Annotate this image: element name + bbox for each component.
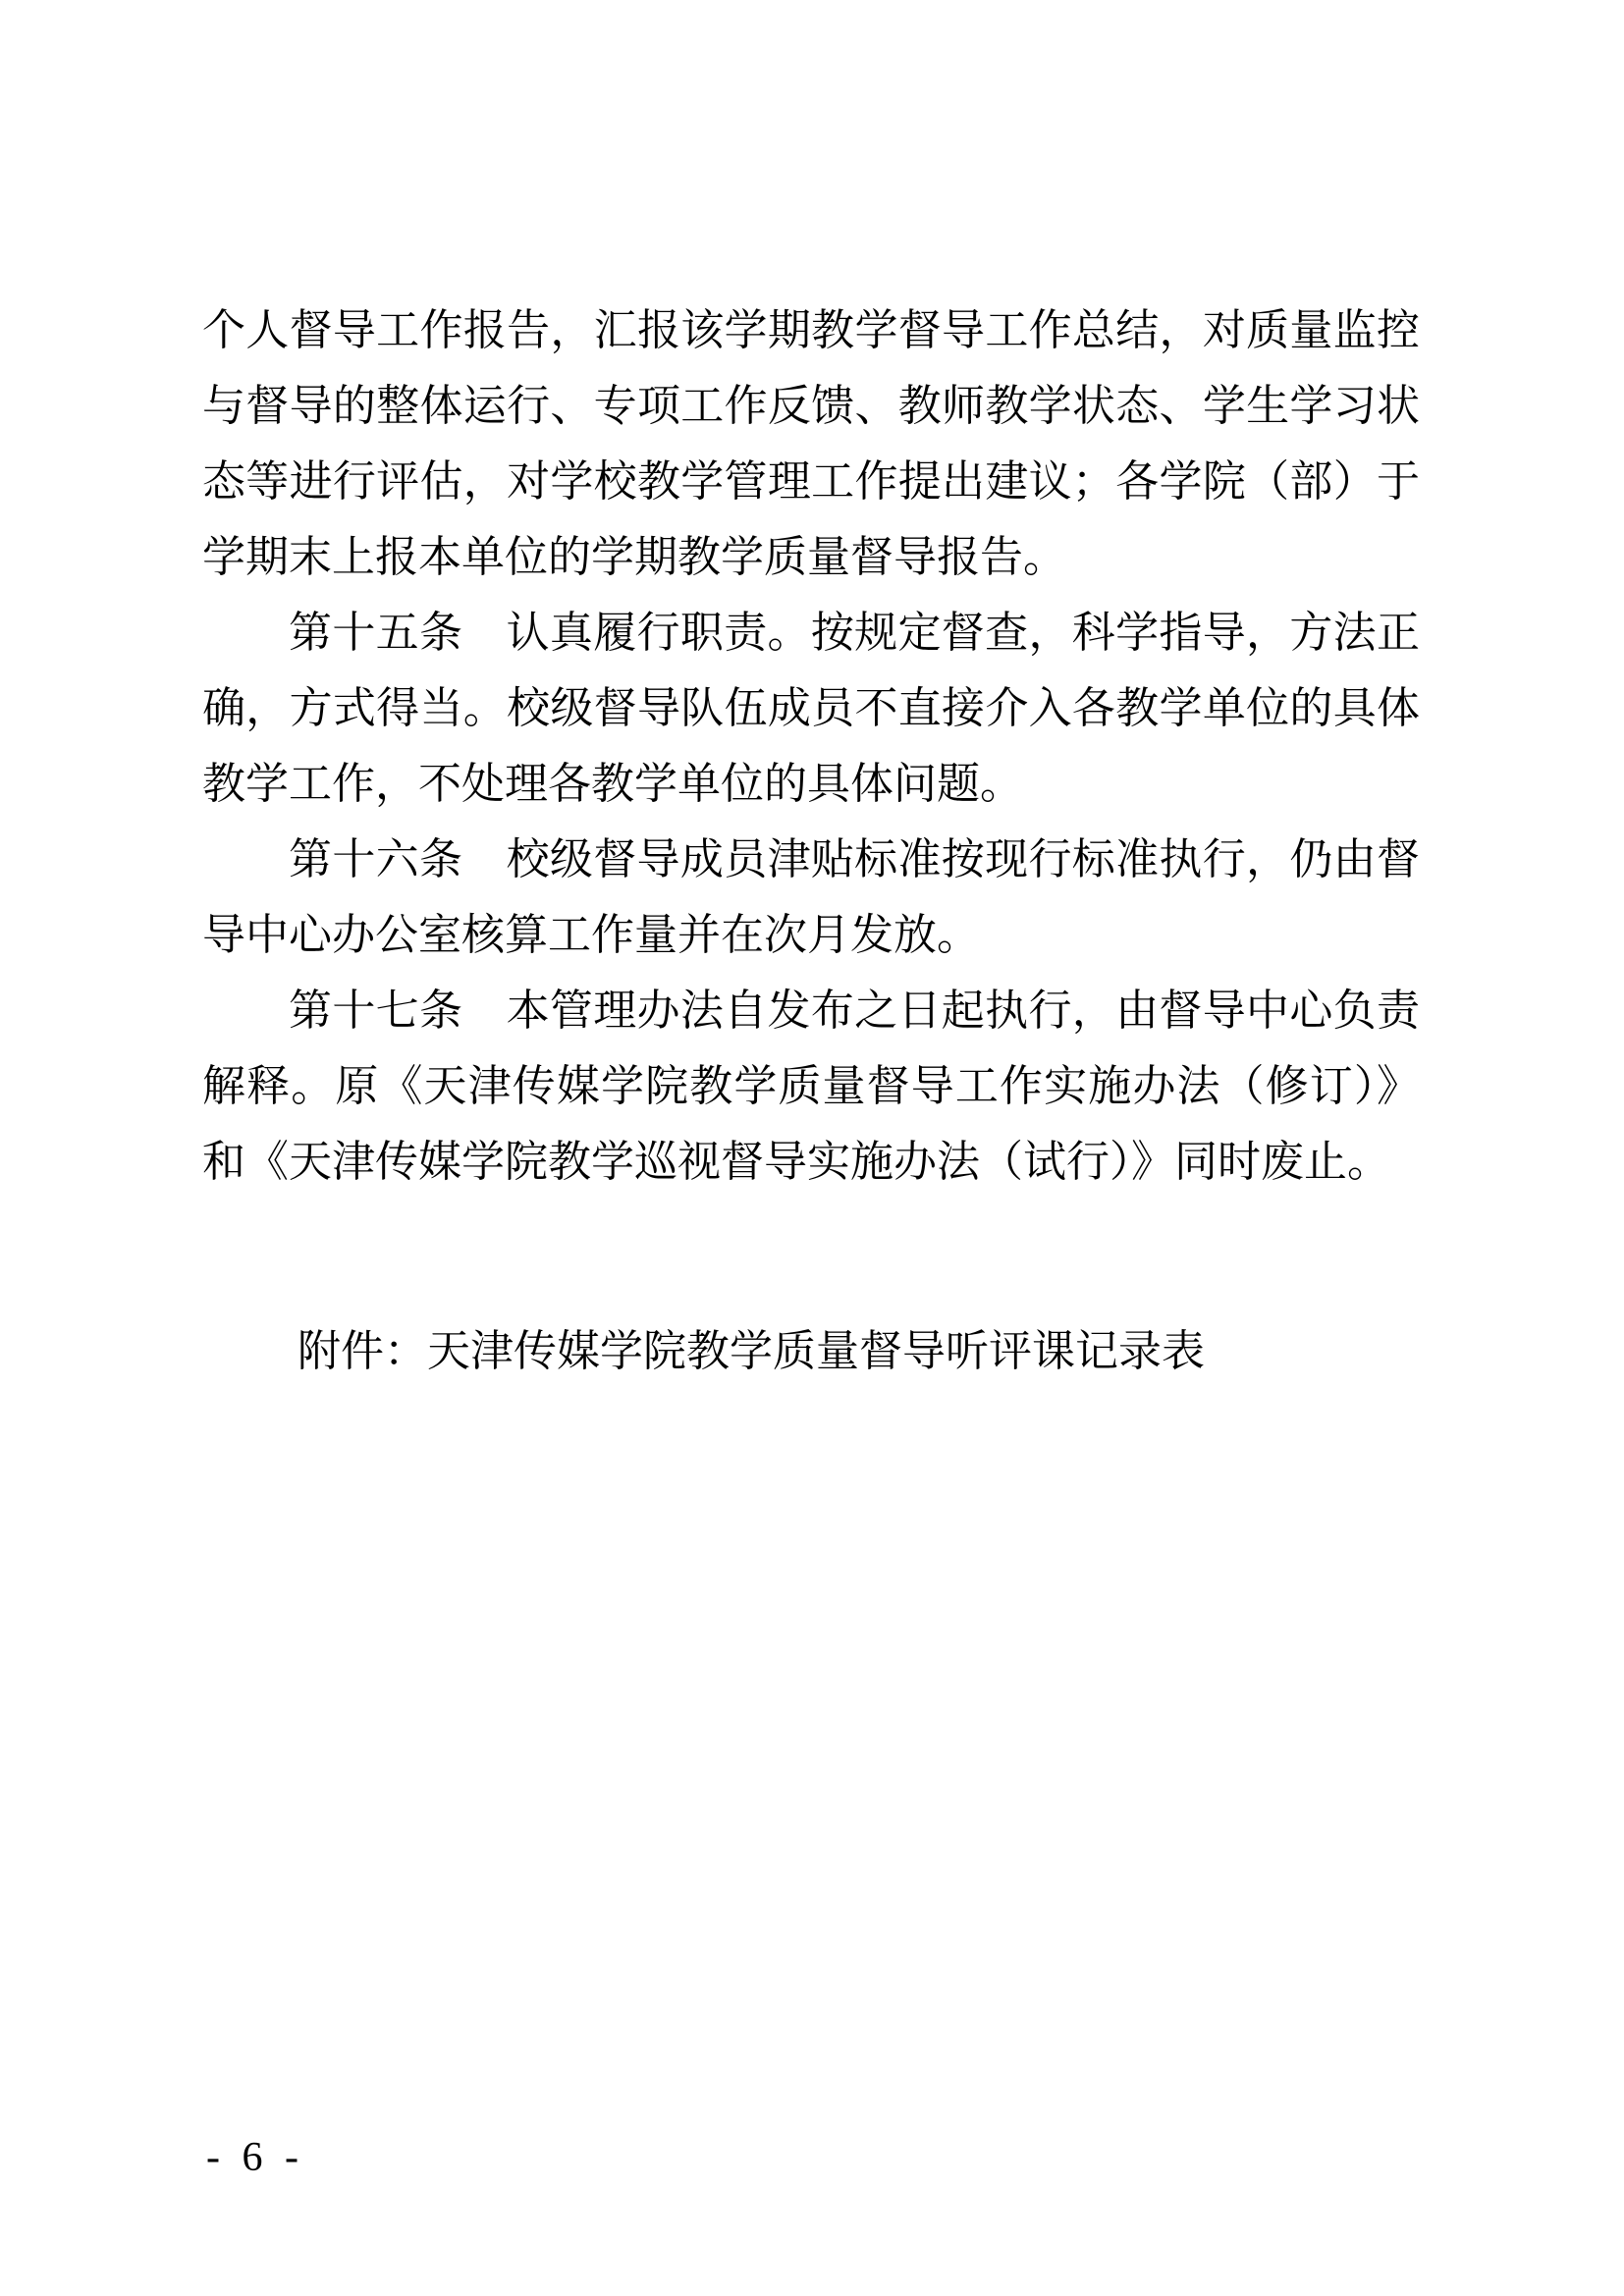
text-line: 与督导的整体运行、专项工作反馈、教师教学状态、学生学习状 (202, 382, 1420, 430)
document-body (202, 293, 1420, 1200)
text-line: 解释。原《天津传媒学院教学质量督导工作实施办法（修订）》 (202, 1062, 1420, 1110)
text-line: 确，方式得当。校级督导队伍成员不直接介入各教学单位的具体 (202, 684, 1420, 732)
text-line: 导中心办公室核算工作量并在次月发放。 (202, 911, 980, 959)
text-line: 第十六条 校级督导成员津贴标准按现行标准执行，仍由督 (289, 835, 1420, 883)
text-line: 第十七条 本管理办法自发布之日起执行，由督导中心负责 (289, 987, 1420, 1035)
attachment-note: 附件：天津传媒学院教学质量督导听评课记录表 (298, 1327, 1205, 1375)
text-line: 和《天津传媒学院教学巡视督导实施办法（试行）》同时废止。 (202, 1138, 1390, 1186)
text-line: 教学工作，不处理各教学单位的具体问题。 (202, 760, 1023, 808)
text-line: 态等进行评估，对学校教学管理工作提出建议；各学院（部）于 (202, 457, 1420, 506)
text-line: 个人督导工作报告，汇报该学期教学督导工作总结，对质量监控 (202, 306, 1420, 354)
text-line: 学期末上报本单位的学期教学质量督导报告。 (202, 533, 1066, 581)
text-line: 第十五条 认真履行职责。按规定督查，科学指导，方法正 (289, 609, 1420, 657)
page-number: - 6 - (206, 2135, 304, 2180)
